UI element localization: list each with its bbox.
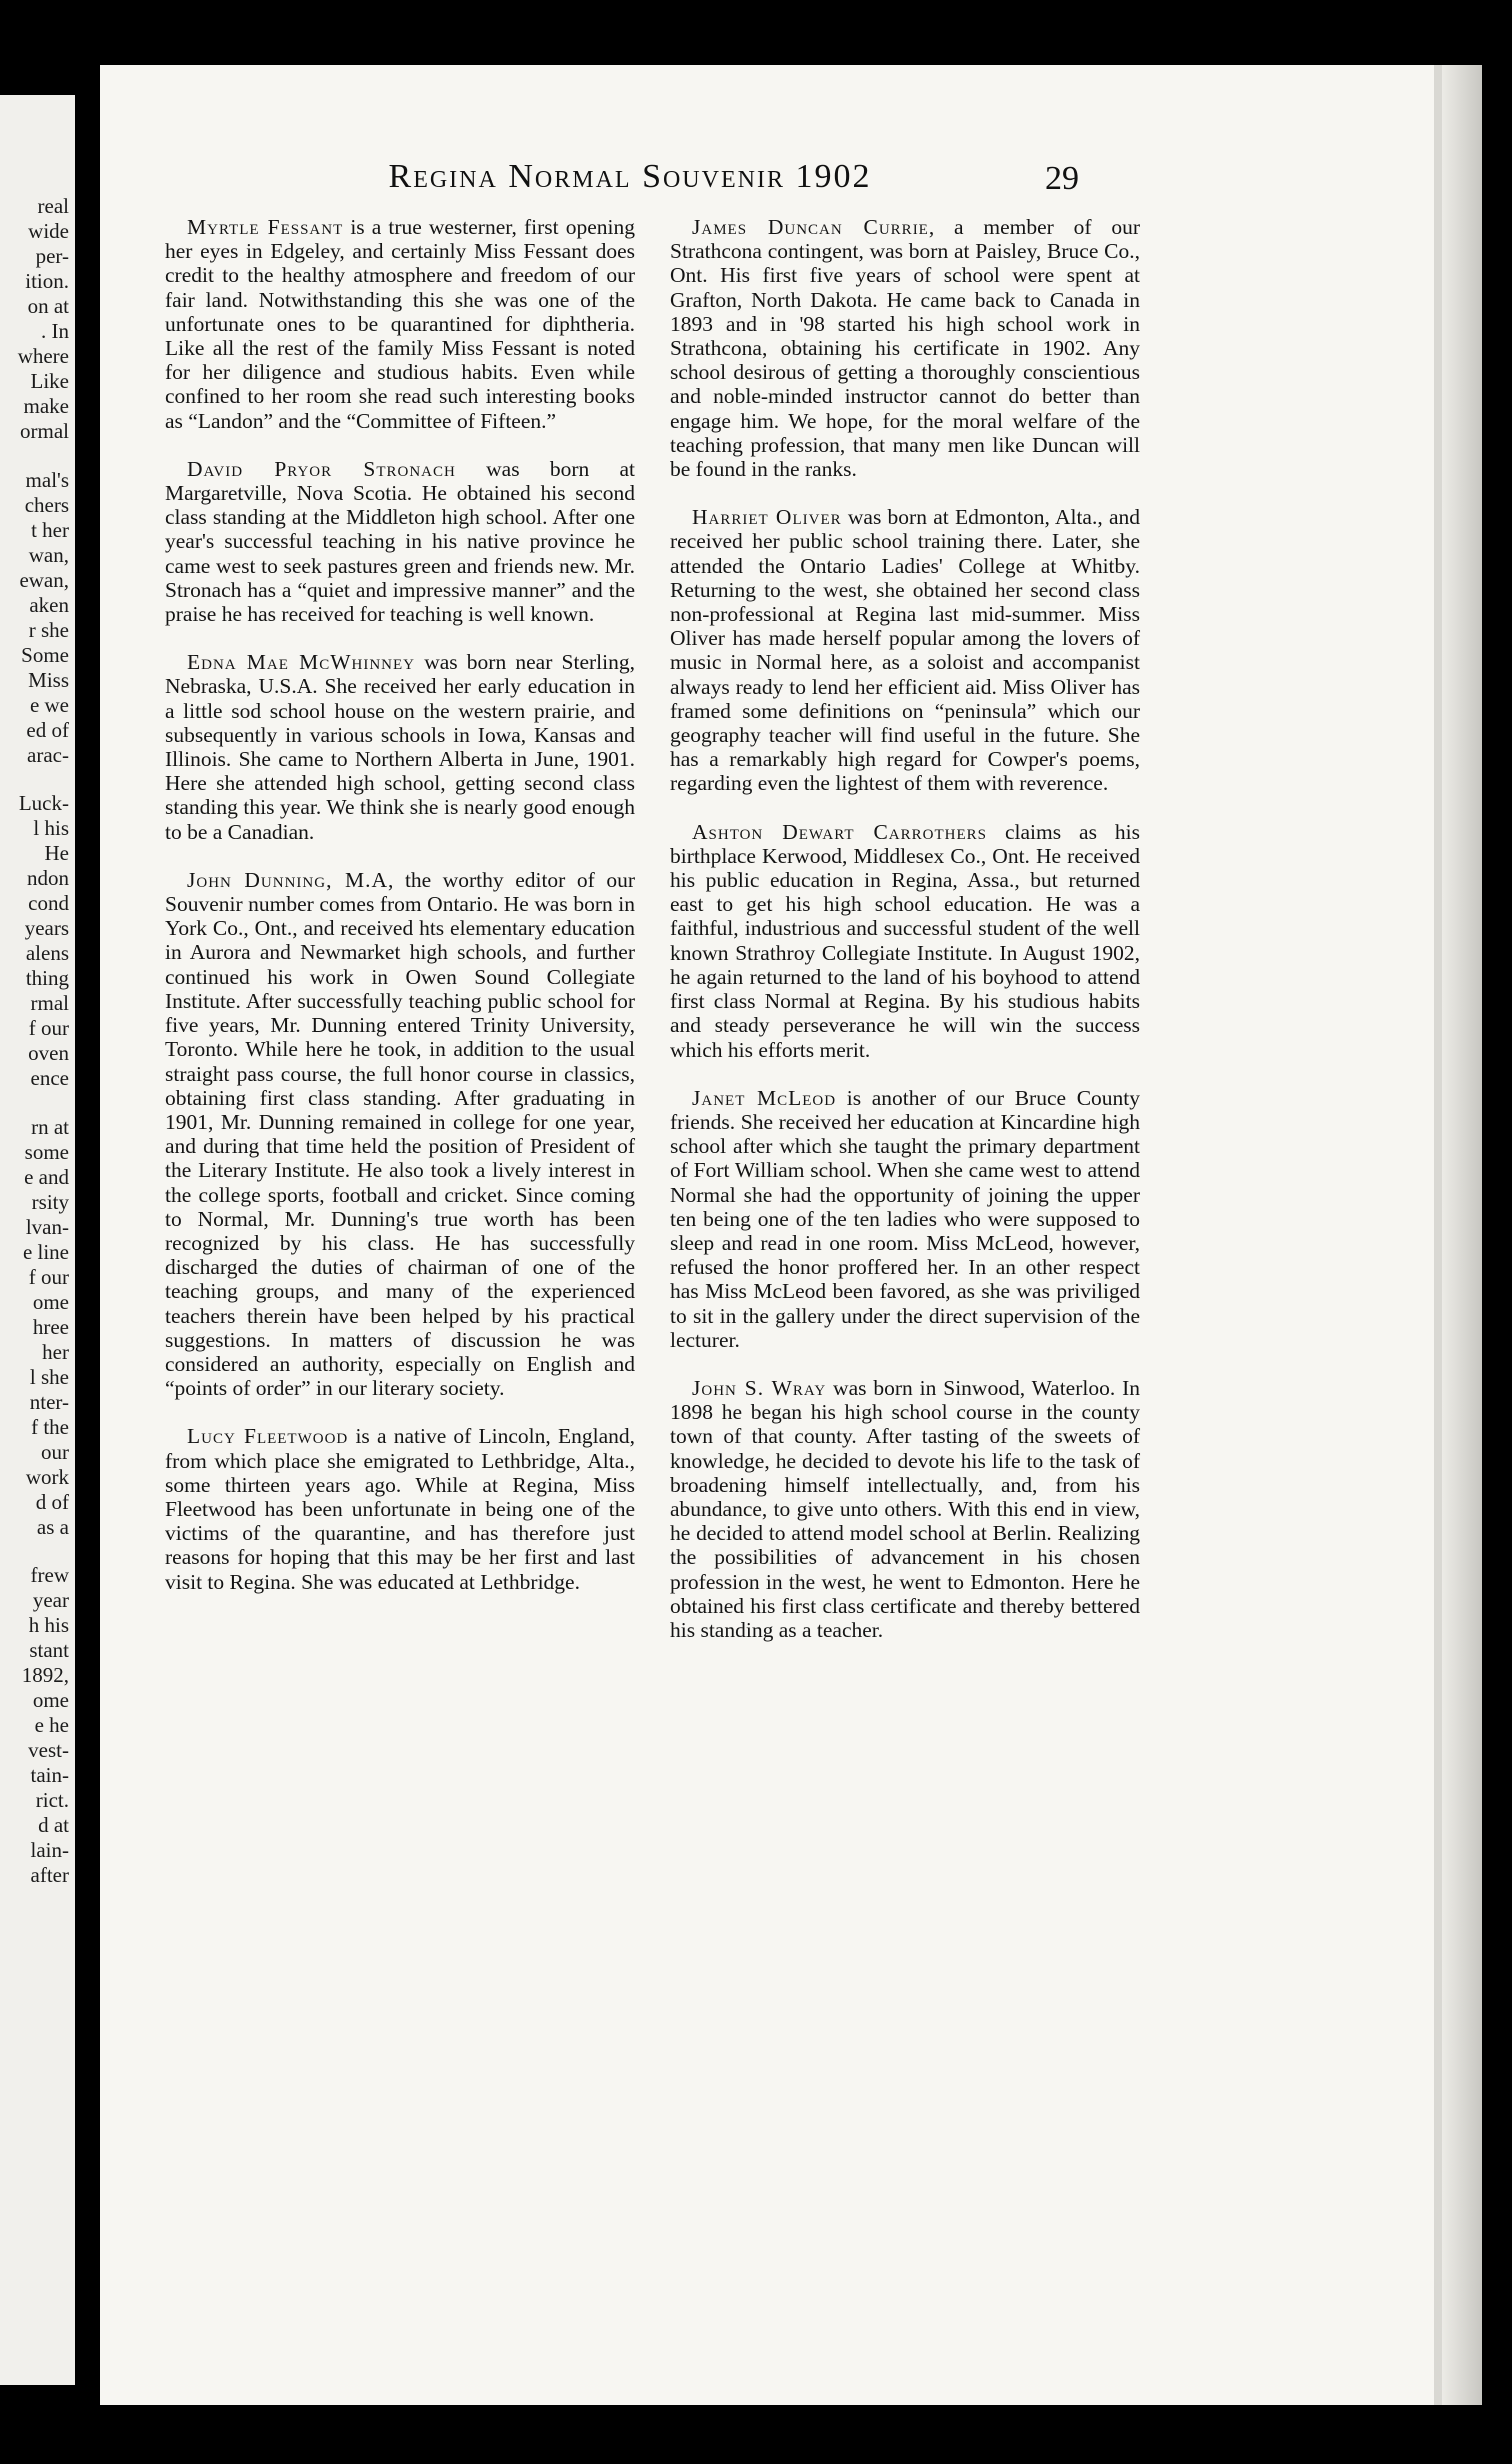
previous-page-text-fragment: ndon bbox=[27, 866, 69, 890]
previous-page-text-fragment: some bbox=[24, 1139, 69, 1164]
biography-entry bbox=[670, 820, 1140, 1062]
previous-page-text-fragment: cond bbox=[28, 891, 69, 915]
previous-page-text-fragment: ence bbox=[30, 1066, 69, 1090]
previous-page-text-fragment: on at bbox=[27, 294, 69, 318]
previous-page-text-fragment: f our bbox=[28, 1016, 69, 1040]
biography-text: is another of our Bruce County friends. She received her education at Kincardine high school after which she taught the primary department of Fort William school. When she came west to attend Normal she had the opportunity of joining the upper ten being one of the ten ladies who were supposed to sleep and read in one room. Miss McLeod, however, refused the honor proffered her. In an other respect has Miss McLeod been favored, as she was priviliged to sit in the gallery under the direct supervision of the lecturer. bbox=[670, 1085, 1141, 1352]
previous-page-text-fragment: ome bbox=[32, 1289, 69, 1314]
previous-page-text-fragment: ormal bbox=[20, 419, 69, 443]
previous-page-text-fragment: d at bbox=[38, 1813, 69, 1837]
previous-page-text-fragment: rict. bbox=[35, 1788, 69, 1812]
previous-page-text-fragment: Some bbox=[21, 642, 69, 667]
biography-text: , a member of our Strathcona contingent, was born at Paisley, Bruce Co., Ont. His first five years of school were spent at Grafton, North Dakota. He came back to Canada in 1893 and in '98 started his high school work in Strathcona, obtaining his certificate in 1902. Any school desirous of getting a thoroughly conscientious and noble-minded instructor cannot do better than engage him. We hope, for the moral welfare of the teaching profession, that many men like Duncan will be found in the ranks. bbox=[670, 215, 1140, 482]
previous-page-text-fragment: real bbox=[37, 194, 69, 218]
previous-page-text-fragment: thing bbox=[25, 966, 69, 990]
previous-page-text-fragment: Like bbox=[30, 369, 69, 393]
biography-entry bbox=[165, 1424, 635, 1593]
running-header-title: Regina Normal Souvenir 1902 bbox=[388, 158, 872, 195]
previous-page-text-fragment: frew bbox=[30, 1563, 69, 1587]
previous-page-text-fragment: aken bbox=[29, 592, 69, 617]
previous-page-text-fragment: her bbox=[42, 1339, 69, 1364]
biography-entry bbox=[165, 215, 635, 433]
previous-page-text-fragment: ome bbox=[32, 1688, 69, 1712]
previous-page-text-fragment: . In bbox=[41, 319, 69, 343]
previous-page-text-fragment: where bbox=[17, 344, 69, 368]
previous-page-text-fragment: Luck- bbox=[18, 791, 69, 815]
previous-page-text-fragment: Miss bbox=[28, 667, 69, 692]
previous-page-text-fragment: d of bbox=[35, 1489, 69, 1514]
person-name: Myrtle Fessant bbox=[187, 215, 344, 239]
biography-text: is a native of Lincoln, England, from which place she emigrated to Lethbridge, Alta., some thirteen years ago. While at Regina, Miss Fleetwood has been unfortunate in being one of the victims of the quarantine, and has therefore just reasons for hoping that this may be her first and last visit to Regina. She was educated at Lethbridge. bbox=[165, 1424, 635, 1594]
person-name: John Dunning, M.A bbox=[187, 867, 389, 892]
previous-page-text-fragment: tain- bbox=[30, 1763, 69, 1787]
previous-page-edge bbox=[0, 95, 75, 2385]
previous-page-text-fragment: chers bbox=[24, 492, 69, 517]
person-name: Edna Mae McWhinney bbox=[187, 650, 415, 675]
person-name: John S. Wray bbox=[692, 1375, 827, 1400]
person-name: James Duncan Currie bbox=[692, 215, 929, 239]
previous-page-text-fragment: mal's bbox=[25, 467, 69, 492]
biography-entry bbox=[670, 215, 1140, 481]
person-name: Lucy Fleetwood bbox=[187, 1424, 349, 1449]
previous-page-text-fragment: hree bbox=[32, 1314, 69, 1339]
previous-page-text-fragment: r she bbox=[28, 617, 69, 642]
previous-page-text-fragment: l his bbox=[33, 816, 69, 840]
previous-page-text-fragment: our bbox=[41, 1439, 69, 1464]
biography-text: was born near Sterling, Nebraska, U.S.A. She received her early education in a little sod school house on the western prairie, and subsequently in various schools in Iowa, Kansas and Illinois. She came to Northern Alberta in June, 1901. Here she attended high school, getting second class standing this year. We think she is nearly good enough to be a Canadian. bbox=[165, 650, 636, 844]
biography-entry bbox=[670, 505, 1140, 795]
previous-page-text-fragment: as a bbox=[36, 1514, 69, 1539]
previous-page-text-fragment: year bbox=[32, 1588, 69, 1612]
person-name: Janet McLeod bbox=[692, 1085, 837, 1110]
previous-page-text-fragment: lain- bbox=[30, 1838, 69, 1862]
previous-page-text-fragment: t her bbox=[31, 517, 69, 542]
biography-text: was born at Edmonton, Alta., and received her public school training there. Later, she attended the Ontario Ladies' College at Whitby. Returning to the west, she obtained her second class non-professional at Regina last mid-summer. Miss Oliver has made herself popular among the lovers of music in Normal here, as a soloist and accompanist always ready to lend her efficient aid. Miss Oliver has framed some definitions on “peninsula” which our geography teacher will find useful in the future. She has a remarkably high regard for Cowper's poems, regarding even the lightest of them with reverence. bbox=[670, 505, 1141, 796]
biography-text: claims as his birthplace Kerwood, Middlesex Co., Ont. He received his public education in Regina, Assa., but returned east to get his high school education. He was a faithful, industrious and successful student of the well known Strathroy Collegiate Institute. In August 1902, he again returned to the land of his boyhood to attend first class Normal at Regina. By his studious habits and steady perseverance he will win the success which his efforts merit. bbox=[670, 819, 1141, 1062]
previous-page-text-fragment: wide bbox=[28, 219, 69, 243]
previous-page-text-fragment: nter- bbox=[29, 1389, 69, 1414]
biography-entry bbox=[670, 1376, 1140, 1642]
previous-page-text-fragment: e and bbox=[24, 1164, 69, 1189]
biography-entry bbox=[670, 1086, 1140, 1352]
previous-page-text-fragment: e he bbox=[34, 1713, 69, 1737]
previous-page-text-fragment: oven bbox=[28, 1041, 69, 1065]
biography-entry bbox=[165, 457, 635, 626]
person-name: David Pryor Stronach bbox=[187, 456, 456, 481]
left-column bbox=[165, 215, 635, 1618]
person-name: Harriet Oliver bbox=[692, 505, 842, 530]
biography-text: is a true westerner, first opening her eyes in Edgeley, and certainly Miss Fessant does credit to the healthy atmosphere and freedom of our fair land. Notwithstanding this she was one of the unfortunate ones to be quarantined for diphtheria. Like all the rest of the family Miss Fessant is noted for her diligence and studious habits. Even while confined to her room she read such interesting books as “Landon” and the “Committee of Fifteen.” bbox=[165, 215, 635, 433]
previous-page-text-fragment: lvan- bbox=[25, 1214, 69, 1239]
previous-page-text-fragment: 1892, bbox=[21, 1663, 69, 1687]
previous-page-text-fragment: h his bbox=[28, 1613, 69, 1637]
previous-page-text-fragment: rn at bbox=[31, 1114, 69, 1139]
biography-text: , the worthy editor of our Souvenir number comes from Ontario. He was born in York Co., Ont., and received hts elementary education in Aurora and Newmarket high schools, and further continued his work in Owen Sound Collegiate Institute. After successfully teaching public school for five years, Mr. Dunning entered Trinity University, Toronto. While here he took, in addition to the usual straight pass course, the full honor course in classics, obtaining first class standing. After graduating in 1901, Mr. Dunning remained in college for one year, and during that time held the position of President of the Literary Institute. He also took a lively interest in the college sports, football and cricket. Since coming to Normal, Mr. Dunning's true worth has been recognized by his class. He has successfully discharged the duties of chairman of one of the teaching groups, and many of the experienced teachers therein have been helped by his practical suggestions. In matters of discussion he was considered an authority, especially on English and “points of order” in our literary society. bbox=[165, 867, 635, 1401]
previous-page-text-fragment: after bbox=[30, 1863, 69, 1887]
previous-page-text-fragment: ition. bbox=[25, 269, 69, 293]
previous-page-text-fragment: work bbox=[25, 1464, 69, 1489]
previous-page-text-fragment: He bbox=[44, 841, 69, 865]
page-number: 29 bbox=[1045, 160, 1079, 197]
previous-page-text-fragment: wan, bbox=[28, 542, 69, 567]
biography-entry bbox=[165, 868, 635, 1400]
right-column bbox=[670, 215, 1140, 1666]
previous-page-text-fragment: ewan, bbox=[19, 567, 69, 592]
previous-page-text-fragment: alens bbox=[25, 941, 69, 965]
previous-page-text-fragment: f the bbox=[31, 1414, 69, 1439]
previous-page-text-fragment: stant bbox=[29, 1638, 69, 1662]
biography-entry bbox=[165, 650, 635, 844]
previous-page-text-fragment: ed of bbox=[26, 717, 69, 742]
previous-page-text-fragment: per- bbox=[35, 244, 69, 268]
previous-page-text-fragment: years bbox=[24, 916, 69, 940]
previous-page-text-fragment: rmal bbox=[30, 991, 69, 1015]
biography-text: was born in Sinwood, Waterloo. In 1898 he began his high school course in the county town of that county. After tasting of the sweets of knowledge, he decided to devote his life to the task of broadening himself intellectually, and, from his abundance, to give unto others. With this end in view, he decided to attend model school at Berlin. Realizing the possibilities of advancement in his chosen profession in the west, he went to Edmonton. Here he obtained his first class certificate and thereby bettered his standing as a teacher. bbox=[670, 1375, 1141, 1642]
previous-page-text-fragment: vest- bbox=[28, 1738, 69, 1762]
page-edge bbox=[1434, 65, 1442, 2405]
previous-page-text-fragment: rsity bbox=[31, 1189, 69, 1214]
previous-page-text-fragment: f our bbox=[28, 1264, 69, 1289]
previous-page-text-fragment: arac- bbox=[27, 742, 69, 767]
page-binding-shadow bbox=[1442, 65, 1482, 2405]
previous-page-text-fragment: e we bbox=[29, 692, 69, 717]
previous-page-text-fragment: e line bbox=[22, 1239, 69, 1264]
person-name: Ashton Dewart Carrothers bbox=[692, 819, 987, 844]
previous-page-text-fragment: l she bbox=[29, 1364, 69, 1389]
previous-page-text-fragment: make bbox=[23, 394, 69, 418]
biography-text: was born at Margaretville, Nova Scotia. He obtained his second class standing at the Middleton high school. After one year's successful teaching in his native province he came west to seek pastures green and friends new. Mr. Stronach has a “quiet and impressive manner” and the praise he has received for teaching is well known. bbox=[165, 456, 635, 627]
